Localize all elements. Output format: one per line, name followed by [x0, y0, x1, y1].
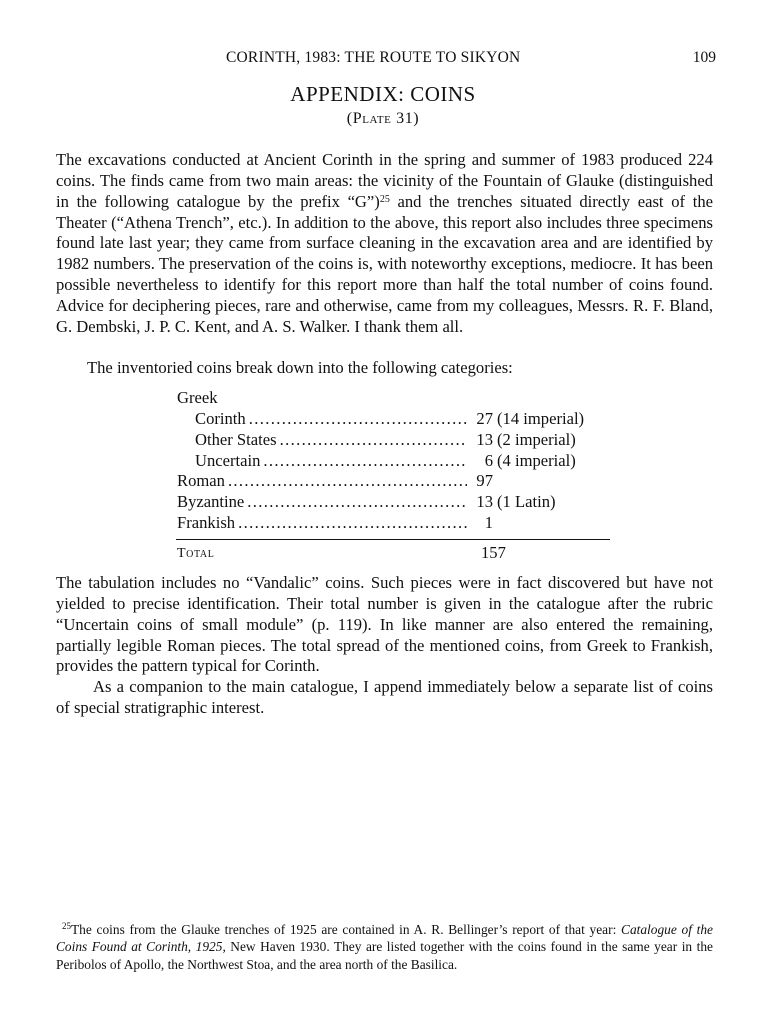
row-label: Corinth	[195, 408, 246, 428]
intro-text-part-1: The excavations conducted at Ancient Corinth in the spring and summer of 1983 produced 224 coins. The finds came from two main areas: the vicinity of the Fountain of Glauke (distinguished in the following catalogue by the prefix “G”)	[56, 150, 713, 211]
section-title: APPENDIX: COINS	[290, 82, 476, 106]
row-count: 1	[484, 513, 493, 533]
row-note: (4 imperial)	[497, 450, 576, 470]
row-label: Roman	[177, 471, 225, 491]
table-row	[177, 430, 609, 451]
footnote	[56, 921, 713, 973]
table-row	[177, 409, 609, 430]
leader-dots	[238, 513, 467, 534]
table-row	[177, 513, 609, 534]
table-row	[177, 471, 609, 492]
row-count: 6	[484, 450, 493, 470]
row-label: Frankish	[177, 513, 236, 533]
total-label: Total	[177, 546, 215, 561]
footnote-reference: 25	[379, 193, 390, 205]
leader-dots	[280, 430, 467, 451]
footnote-number: 25	[62, 921, 71, 931]
leader-dots	[247, 492, 467, 513]
row-note	[493, 471, 609, 492]
total-value: 157	[481, 543, 506, 562]
group-heading-greek: Greek	[177, 388, 218, 407]
leader-dots	[263, 451, 467, 472]
row-count: 13	[476, 429, 493, 449]
table-row	[177, 451, 609, 472]
row-count: 97	[476, 471, 493, 491]
intro-text-part-2: and the trenches situated directly east of the Theater (“Athena Trench”, etc.). In addition to the above, this report also includes three specimens found late last year; they came from surface cleaning in the excavation area and are identified by 1982 numbers. The preservation of the coins is, with noteworthy exceptions, mediocre. It has been possible nevertheless to identify for this report more than half the total number of coins found. Advice for deciphering pieces, rare and otherwise, came from my colleagues, Messrs. R. F. Bland, G. Dembski, J. P. C. Kent, and A. S. Walker. I thank them all.	[56, 191, 714, 336]
footnote-text-part-2: , New Haven 1930. They are listed together with the coins found in the same year in the Peribolos of Apollo, the Northwest Stoa, and the area north of the Basilica.	[56, 939, 713, 972]
row-note	[493, 513, 609, 534]
categories-intro-paragraph: The inventoried coins break down into the following categories:	[87, 358, 513, 377]
leader-dots	[249, 409, 467, 430]
leader-dots	[228, 471, 467, 492]
companion-list-paragraph: As a companion to the main catalogue, I append immediately below a separate list of coins of special stratigraphic interest.	[56, 677, 713, 717]
table-row	[177, 492, 609, 513]
footnote-text-part-1: The coins from the Glauke trenches of 1925 are contained in A. R. Bellinger’s report of that year:	[71, 922, 622, 937]
row-count: 27	[476, 408, 493, 428]
tabulation-paragraph: The tabulation includes no “Vandalic” coins. Such pieces were in fact discovered but have not yielded to precise identification. Their total number is given in the catalogue after the rubric “Uncertain coins of small module” (p. 119). In like manner are also entered the remaining, partially legible Roman pieces. The total spread of the mentioned coins, from Greek to Frankish, provides the pattern typical for Corinth.	[56, 573, 713, 676]
coin-category-table	[177, 388, 609, 534]
row-count: 13	[476, 492, 493, 512]
row-label: Uncertain	[195, 450, 261, 470]
intro-paragraph	[56, 150, 713, 338]
row-note: (14 imperial)	[497, 408, 585, 428]
running-title: CORINTH, 1983: THE ROUTE TO SIKYON	[226, 49, 521, 66]
footnote-citation-title: Catalogue of the Coins Found at Corinth, 1925	[56, 922, 713, 955]
row-label: Other States	[195, 429, 277, 449]
row-note: (1 Latin)	[497, 492, 556, 512]
total-divider-rule	[176, 539, 610, 540]
table-total-row	[177, 543, 609, 564]
page-number: 109	[692, 49, 716, 66]
row-label: Byzantine	[177, 492, 245, 512]
table-group-heading	[177, 388, 609, 409]
section-subtitle: (Plate 31)	[346, 110, 420, 127]
row-note: (2 imperial)	[497, 429, 576, 449]
